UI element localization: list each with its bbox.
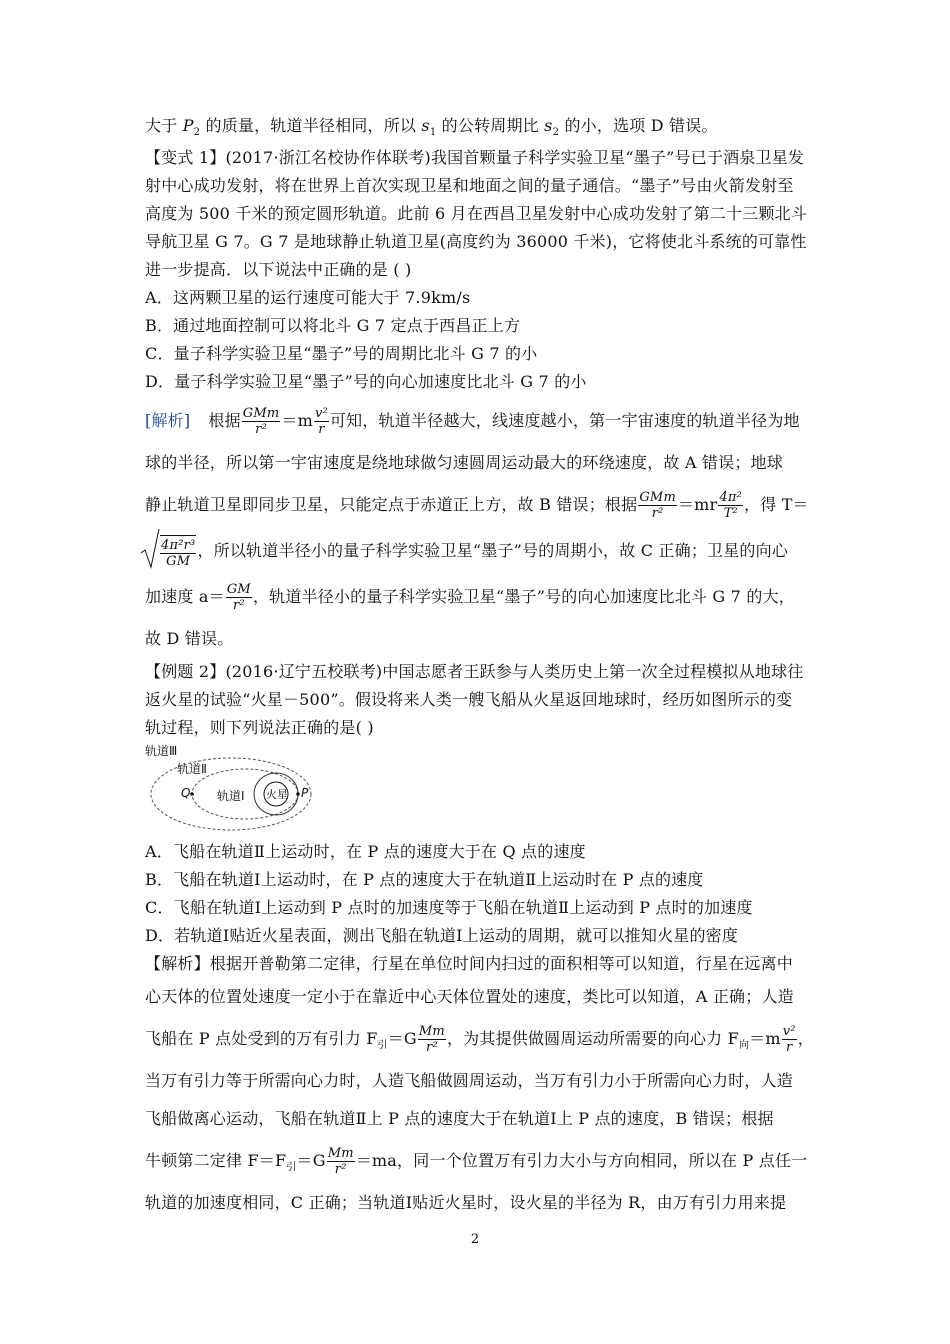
orbit-diagram (145, 744, 315, 832)
question-line: 【例题 2】(2016·辽宁五校联考)中国志愿者王跃参与人类历史上第一次全过程模拟从地球往 (145, 662, 804, 681)
orbit1-label: 轨道Ⅰ (217, 789, 245, 803)
text: 飞船在 P 点处受到的万有引力 F (145, 1029, 378, 1048)
fraction (242, 406, 281, 437)
fraction (327, 1146, 355, 1177)
denominator: r² (426, 1040, 438, 1055)
analysis-line: 故 D 错误。 (145, 629, 234, 648)
text: 牛顿第二定律 F＝F (145, 1151, 287, 1170)
subscript: 引 (377, 1040, 388, 1052)
text: 的质量，轨道半径相同，所以 (200, 116, 422, 135)
orbit3-label: 轨道Ⅲ (145, 744, 178, 758)
question-line: 【变式 1】(2017·浙江名校协作体联考)我国首颗量子科学实验卫星“墨子”号已于酒泉卫星发 (145, 148, 805, 167)
numerator: 4π²r³ (161, 538, 196, 553)
point-p-label: P (301, 786, 309, 800)
var-s: s (421, 116, 430, 135)
text: 的公转周期比 (436, 116, 545, 135)
analysis-line: 球的半径，所以第一宇宙速度是绕地球做匀速圆周运动最大的环绕速度，故 A 错误；地球 (145, 453, 783, 472)
fraction (718, 490, 743, 521)
subscript: 向 (738, 1040, 750, 1052)
option-b: B．通过地面控制可以将北斗 G 7 定点于西昌正上方 (145, 316, 521, 335)
numerator: 4π² (719, 490, 743, 505)
denominator: r² (334, 1162, 347, 1177)
denominator: r (786, 1040, 793, 1055)
text: ，得 T＝ (744, 495, 809, 514)
text: 大于 (145, 116, 183, 135)
option-c: C．量子科学实验卫星“墨子”号的周期比北斗 G 7 的小 (145, 344, 538, 363)
point-q-label: Q (181, 786, 191, 800)
denominator: T² (723, 506, 738, 521)
radical-sign-icon (139, 525, 161, 571)
option-d: D．若轨道Ⅰ贴近火星表面，测出飞船在轨道Ⅰ上运动的周期，就可以推知火星的密度 (145, 926, 739, 945)
denominator: r² (255, 422, 267, 437)
analysis-line: 轨道的加速度相同，C 正确；当轨道Ⅰ贴近火星时，设火星的半径为 R，由万有引力用来提 (145, 1193, 787, 1212)
question-line: 返火星的试验“火星－500”。假设将来人类一艘飞船从火星返回地球时，经历如图所示的变 (145, 690, 793, 709)
text: ＝ma，同一个位置万有引力大小与方向相同，所以在 P 点任一 (355, 1151, 808, 1170)
text: ＝G (387, 1029, 417, 1048)
analysis-line: 飞船做离心运动，飞船在轨道Ⅱ上 P 点的速度大于在轨道Ⅰ上 P 点的速度，B 错误；根据 (145, 1109, 774, 1128)
fraction (160, 535, 196, 569)
subscript: 2 (552, 127, 560, 139)
analysis-line (145, 482, 810, 528)
question-line: 射中心成功发射，将在世界上首次实现卫星和地面之间的量子通信。“墨子”号由火箭发射至 (145, 176, 794, 195)
analysis-label: [解析] (145, 411, 191, 430)
analysis-line (145, 1016, 814, 1062)
variant1-options (145, 284, 810, 396)
option-b: B．飞船在轨道Ⅰ上运动时，在 P 点的速度大于在轨道Ⅱ上运动时在 P 点的速度 (145, 870, 704, 889)
example2-options (145, 838, 810, 950)
numerator: v² (314, 406, 328, 421)
text: 可知，轨道半径越大，线速度越小，第一宇宙速度的轨道半径为地 (329, 411, 800, 430)
numerator: GMm (639, 490, 676, 505)
page-number: 2 (470, 1232, 480, 1247)
option-c: C．飞船在轨道Ⅰ上运动到 P 点时的加速度等于飞船在轨道Ⅱ上运动到 P 点时的加速度 (145, 898, 753, 917)
intro-line (145, 112, 810, 140)
option-a: A．飞船在轨道Ⅱ上运动时，在 P 点的速度大于在 Q 点的速度 (145, 842, 586, 861)
orbit2-label: 轨道Ⅱ (177, 762, 207, 776)
variant1-analysis (145, 398, 810, 658)
text: ＝m (281, 411, 313, 430)
fraction (638, 490, 677, 521)
text: ，轨道半径小的量子科学实验卫星“墨子”号的向心加速度比北斗 G 7 的大， (252, 587, 795, 606)
square-root (139, 529, 197, 575)
var-p: P (182, 116, 194, 135)
fraction (226, 582, 252, 613)
text: ， (797, 1029, 814, 1048)
fraction (418, 1024, 446, 1055)
text: 静止轨道卫星即同步卫星，只能定点于赤道正上方，故 B 错误；根据 (145, 495, 638, 514)
text: ，所以轨道半径小的量子科学实验卫星“墨子”号的周期小，故 C 正确；卫星的向心 (197, 541, 789, 560)
question-line: 进一步提高．以下说法中正确的是 ( ) (145, 260, 412, 279)
denominator: r² (651, 506, 664, 521)
numerator: GMm (242, 406, 280, 421)
option-a: A．这两颗卫星的运行速度可能大于 7.9km/s (145, 288, 471, 307)
question-line: 轨过程，则下列说法正确的是( ) (145, 718, 374, 737)
var-s: s (544, 116, 553, 135)
text: ＝mr (677, 495, 718, 514)
example2-question (145, 658, 810, 742)
analysis-line: 【解析】根据开普勒第二定律，行星在单位时间内扫过的面积相等可以知道，行星在远离中 (145, 954, 794, 973)
text: 的小，选项 D 错误。 (559, 116, 718, 135)
text: ，为其提供做圆周运动所需要的向心力 F (446, 1029, 739, 1048)
question-line: 导航卫星 G 7。G 7 是地球静止轨道卫星(高度约为 36000 千米)，它将使北斗系统的可靠性 (145, 232, 807, 251)
fraction (314, 406, 329, 437)
fraction (782, 1024, 797, 1055)
denominator: r² (232, 598, 245, 613)
analysis-line (145, 574, 810, 620)
subscript: 2 (193, 127, 201, 139)
denominator: r (318, 422, 325, 437)
subscript: 引 (286, 1162, 297, 1174)
variant1-question (145, 144, 810, 284)
numerator: Mm (327, 1146, 354, 1161)
text: 加速度 a＝ (145, 587, 225, 606)
numerator: Mm (418, 1024, 445, 1039)
question-line: 高度为 500 千米的预定圆形轨道。此前 6 月在西昌卫星发射中心成功发射了第二十三颗北斗 (145, 204, 808, 223)
analysis-line (145, 398, 810, 444)
denominator: GM (166, 554, 191, 569)
option-d: D．量子科学实验卫星“墨子”号的向心加速度比北斗 G 7 的小 (145, 372, 587, 391)
analysis-line (145, 1138, 810, 1184)
numerator: v² (782, 1024, 796, 1039)
text: ＝m (749, 1029, 781, 1048)
text: ＝G (296, 1151, 326, 1170)
mars-label: 火星 (266, 788, 288, 801)
example2-analysis (145, 950, 814, 1222)
analysis-line: 心天体的位置处速度一定小于在靠近中心天体位置处的速度，类比可以知道，A 正确；人造 (145, 987, 794, 1006)
document-body (145, 112, 814, 1222)
numerator: GM (226, 582, 251, 597)
analysis-line: 当万有引力等于所需向心力时，人造飞船做圆周运动，当万有引力小于所需向心力时，人造 (145, 1071, 794, 1090)
analysis-line (145, 528, 810, 574)
subscript: 1 (429, 127, 437, 139)
text: 根据 (208, 411, 241, 430)
